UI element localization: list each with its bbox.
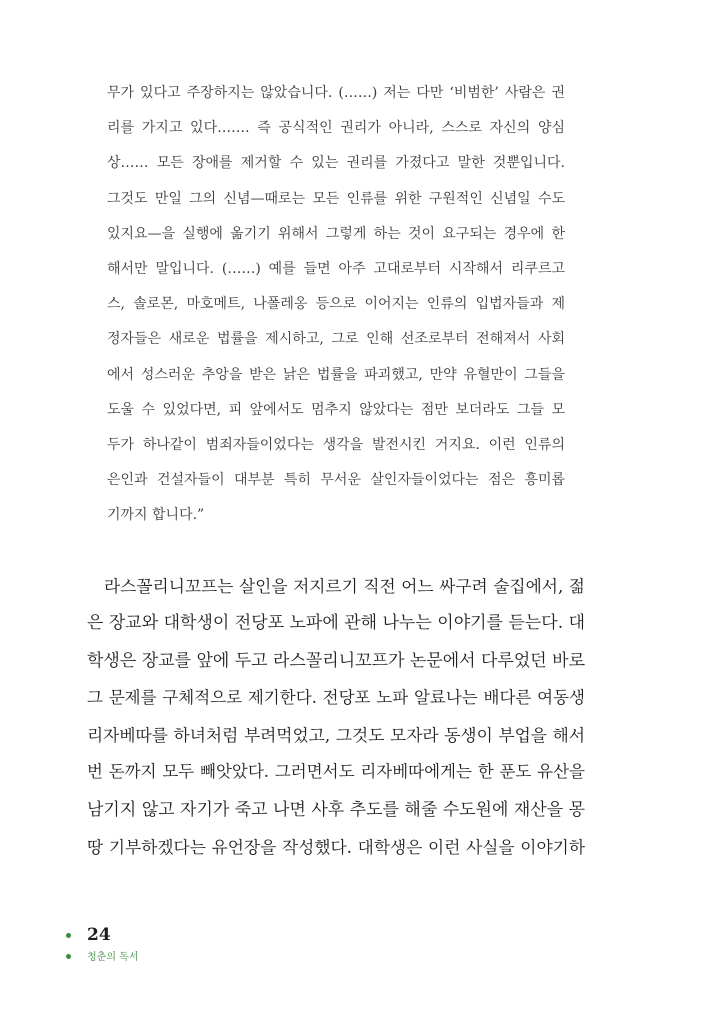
- quote-line: 상…… 모든 장애를 제거할 수 있는 권리를 가졌다고 말한 것뿐입니다.: [107, 155, 565, 172]
- block-quote: [107, 80, 565, 537]
- quote-line: 두가 하나같이 범죄자들이었다는 생각을 발전시킨 거지요. 이런 인류의: [107, 436, 565, 453]
- body-line: 학생은 장교를 앞에 두고 라스꼴리니꼬프가 논문에서 다루었던 바로: [87, 650, 585, 671]
- quote-line: 에서 성스러운 추앙을 받은 낡은 법률을 파괴했고, 만약 유혈만이 그들을: [107, 366, 565, 383]
- body-line: 그 문제를 구체적으로 제기한다. 전당포 노파 알료나는 배다른 여동생: [87, 687, 585, 707]
- quote-line: 있지요—을 실행에 옮기기 위해서 그렇게 하는 것이 요구되는 경우에 한: [107, 225, 565, 242]
- page-number-row: [66, 924, 266, 946]
- body-line-first: 라스꼴리니꼬프는 살인을 저지르기 직전 어느 싸구려 술집에서, 젊: [104, 576, 585, 596]
- quote-line: 스, 솔로몬, 마호메트, 나폴레옹 등으로 이어지는 인류의 입법자들과 제: [107, 296, 565, 313]
- quote-line-last: 기까지 합니다.”: [107, 507, 205, 524]
- bullet-dot-icon: [66, 954, 71, 959]
- body-line: 번 돈까지 모두 빼앗았다. 그러면서도 리자베따에게는 한 푼도 유산을: [87, 762, 585, 782]
- quote-line: 정자들은 새로운 법률을 제시하고, 그로 인해 선조로부터 전해져서 사회: [107, 331, 565, 348]
- quote-line: 은인과 건설자들이 대부분 특히 무서운 살인자들이었다는 점은 흥미롭: [107, 472, 565, 489]
- body-line: 땅 기부하겠다는 유언장을 작성했다. 대학생은 이런 사실을 이야기하: [87, 837, 585, 858]
- running-title: 청춘의 독서: [87, 952, 139, 963]
- book-title-row: [66, 946, 266, 966]
- bullet-dot-icon: [66, 933, 71, 938]
- page-footer: [66, 924, 266, 966]
- quote-line: 그것도 만일 그의 신념—때로는 모든 인류를 위한 구원적인 신념일 수도: [107, 190, 565, 207]
- quote-line: 무가 있다고 주장하지는 않았습니다. (……) 저는 다만 ‘비범한’ 사람은 권: [107, 85, 565, 101]
- body-line: 남기지 않고 자기가 죽고 나면 사후 추도를 해줄 수도원에 재산을 몽: [87, 799, 585, 820]
- body-paragraph: [87, 572, 585, 870]
- quote-line: 도울 수 있었다면, 피 앞에서도 멈추지 않았다는 점만 보더라도 그들 모: [107, 401, 565, 418]
- body-line: 은 장교와 대학생이 전당포 노파에 관해 나누는 이야기를 듣는다. 대: [87, 613, 585, 634]
- body-line: 리자베따를 하녀처럼 부려먹었고, 그것도 모자라 동생이 부업을 해서: [87, 725, 585, 746]
- quote-line: 리를 가지고 있다……. 즉 공식적인 권리가 아니라, 스스로 자신의 양심: [107, 120, 565, 137]
- page-number: 24: [87, 925, 111, 945]
- quote-line: 해서만 말입니다. (……) 예를 들면 아주 고대로부터 시작해서 리쿠르고: [107, 260, 565, 277]
